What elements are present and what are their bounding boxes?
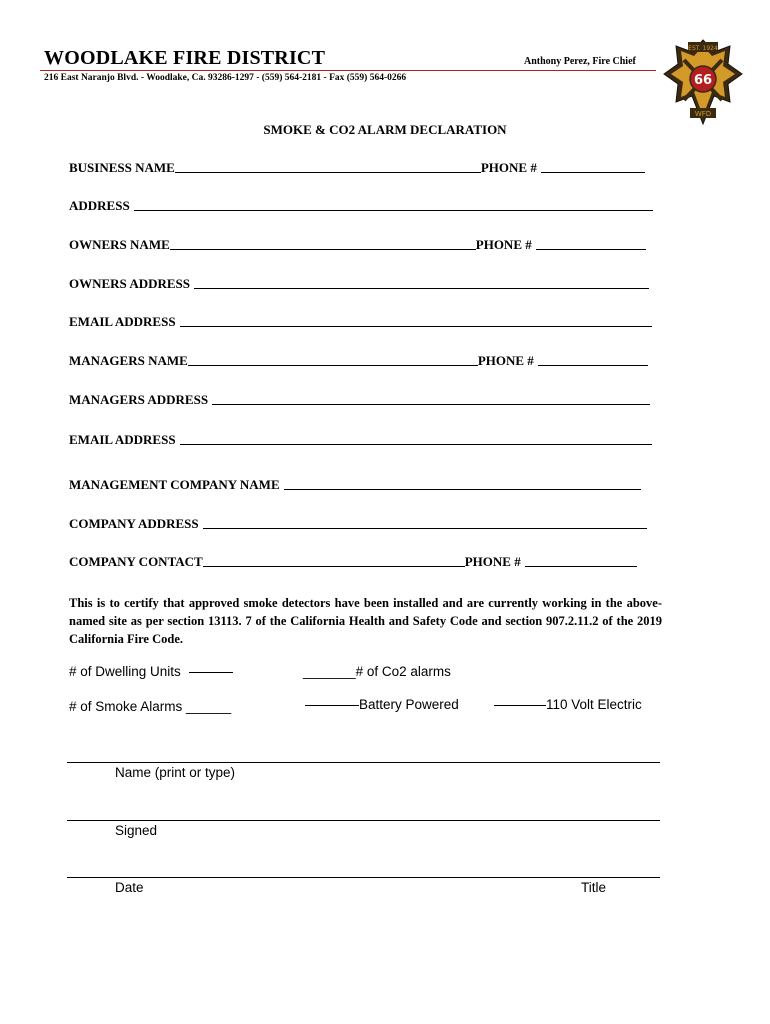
signed-label: Signed	[115, 823, 158, 838]
dwelling-units-label: # of Dwelling Units	[69, 664, 181, 679]
management-company-row	[69, 477, 641, 493]
company-contact-label: COMPANY CONTACT	[69, 554, 203, 569]
company-address-label: COMPANY ADDRESS	[69, 516, 199, 531]
owners-email-field[interactable]	[180, 326, 652, 327]
managers-email-field[interactable]	[180, 444, 652, 445]
managers-address-field[interactable]	[212, 404, 650, 405]
phone-label: PHONE #	[480, 160, 537, 175]
address-row	[69, 198, 653, 214]
phone-label: PHONE #	[464, 554, 521, 569]
business-name-row	[69, 160, 645, 176]
email-address-label: EMAIL ADDRESS	[69, 314, 176, 329]
company-address-row	[69, 516, 647, 532]
110-volt-field[interactable]	[494, 705, 546, 706]
owners-address-label: OWNERS ADDRESS	[69, 276, 191, 291]
badge-top-text: EST. 1924	[688, 45, 718, 52]
date-title-line[interactable]	[67, 877, 660, 878]
name-print-label: Name (print or type)	[115, 765, 236, 780]
dwelling-units-row	[69, 664, 233, 679]
managers-name-row	[69, 353, 648, 369]
owners-name-field[interactable]	[170, 249, 476, 250]
email-address-label: EMAIL ADDRESS	[69, 432, 176, 447]
fire-chief-name: Anthony Perez, Fire Chief	[524, 56, 636, 67]
signature-line[interactable]	[67, 820, 660, 821]
smoke-alarms-label[interactable]: # of Smoke Alarms ______	[69, 699, 232, 714]
company-phone-field[interactable]	[525, 566, 637, 567]
battery-powered-label: Battery Powered	[359, 697, 459, 712]
district-address: 216 East Naranjo Blvd. - Woodlake, Ca. 93286-1297 - (559) 564-2181 - Fax (559) 564-0266	[44, 73, 407, 83]
date-label: Date	[115, 880, 144, 895]
company-contact-row	[69, 554, 637, 570]
district-title: WOODLAKE FIRE DISTRICT	[44, 47, 326, 69]
address-field[interactable]	[134, 210, 653, 211]
co2-alarms-blank[interactable]: _______	[303, 664, 356, 679]
management-company-field[interactable]	[284, 489, 641, 490]
company-address-field[interactable]	[203, 528, 647, 529]
title-label: Title	[581, 880, 607, 895]
badge-number: 66	[693, 73, 713, 88]
business-name-field[interactable]	[175, 172, 481, 173]
managers-address-label: MANAGERS ADDRESS	[69, 392, 209, 407]
co2-alarms-row	[303, 664, 451, 679]
110-volt-row	[494, 697, 642, 712]
name-line[interactable]	[67, 762, 660, 763]
email-address-row	[69, 314, 652, 330]
managers-address-row	[69, 392, 650, 408]
certification-statement: This is to certify that approved smoke detectors have been installed and are currently working in the above-named site as per section 13113. 7 of the California Health and Safety Code and section 907.2.11.2 of the 2019 California Fire Code.	[69, 596, 662, 646]
owners-address-row	[69, 276, 649, 292]
management-company-label: MANAGEMENT COMPANY NAME	[69, 477, 280, 492]
managers-name-field[interactable]	[188, 365, 478, 366]
address-label: ADDRESS	[69, 198, 130, 213]
form-title: SMOKE & CO2 ALARM DECLARATION	[263, 122, 507, 137]
managers-phone-field[interactable]	[538, 365, 648, 366]
business-phone-field[interactable]	[541, 172, 645, 173]
email-address-row-2	[69, 432, 652, 448]
managers-name-label: MANAGERS NAME	[69, 353, 188, 368]
fire-district-badge-logo	[662, 38, 744, 126]
header-divider	[40, 70, 656, 71]
owners-name-label: OWNERS NAME	[69, 237, 170, 252]
dwelling-units-field[interactable]	[189, 672, 233, 673]
110-volt-label: 110 Volt Electric	[546, 697, 642, 712]
company-contact-field[interactable]	[203, 566, 465, 567]
business-name-label: BUSINESS NAME	[69, 160, 175, 175]
phone-label: PHONE #	[477, 353, 534, 368]
badge-bottom-text: WFD	[694, 110, 712, 118]
co2-alarms-label: # of Co2 alarms	[355, 664, 451, 679]
owners-phone-field[interactable]	[536, 249, 646, 250]
battery-powered-row	[305, 697, 459, 712]
phone-label: PHONE #	[475, 237, 532, 252]
owners-address-field[interactable]	[194, 288, 649, 289]
battery-powered-field[interactable]	[305, 705, 359, 706]
owners-name-row	[69, 237, 646, 253]
